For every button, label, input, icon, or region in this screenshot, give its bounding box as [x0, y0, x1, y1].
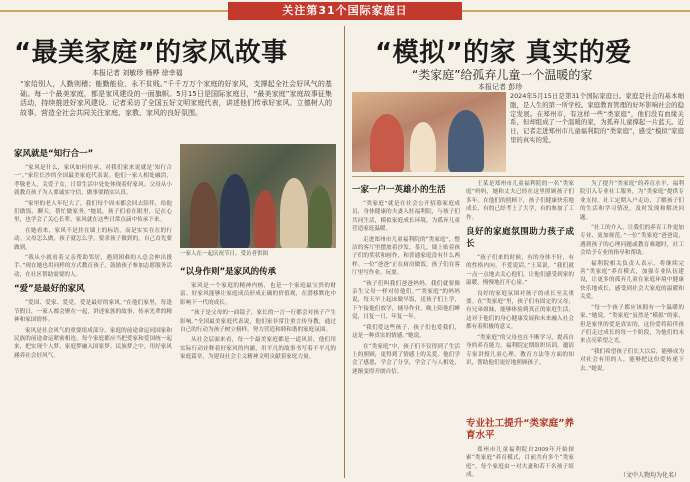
right-separator [352, 176, 684, 177]
photo-figure [280, 178, 308, 248]
paragraph: 福利院相关负责人表示，将继续完善“类家庭”养育模式，加强专业队伍建设，让更多的孤弃儿童在家庭环境中健康快乐地成长，感受到社会大家庭的温暖和关爱。 [580, 260, 684, 301]
right-credit: （文中人物均为化名） [620, 472, 681, 479]
right-column-2 [466, 180, 574, 410]
right-byline: 本报记者 彭珍 [478, 83, 523, 91]
right-article-title: “模拟”的家 真实的爱 [375, 38, 632, 68]
left-section-heading: “爱”是最好的家风 [14, 284, 85, 295]
paragraph: “每一个孩子都应该拥有一个温暖的家。”她说，“类家庭”虽然是“模拟”的家，但是家里的爱是真实的，这份爱将陪伴孩子们走过成长的每一个阶段，为他们的未来点亮希望之光。 [580, 304, 684, 345]
left-photo-caption: 一家人在一起庆祝节日。受访者供图 [180, 251, 269, 257]
paragraph: “孩子是父母的一面镜子，家长的一言一行都会对孩子产生影响。”全国最美家庭代表说，他们家非常注重言传身教，通过自己的行动为孩子树立榜样，努力营造和睦和谐的家庭氛围。 [180, 310, 336, 334]
column-divider [344, 26, 345, 478]
left-article-title: “最美家庭”的家风故事 [14, 38, 288, 68]
right-column-1 [352, 180, 460, 478]
paragraph: “类家庭”就是在社会公开招募家庭成员，身体健康的夫妻入驻福利院，与孩子们共同生活，模拟家庭成长环境，为孤弃儿童营造家庭温暖。 [352, 201, 460, 233]
paragraph: 王某是郑州市儿童福利院的一名“类家庭”妈妈，她和丈夫已经在这里照顾孩子们多年。在他们的照顾下，孩子们健康快乐地成长，有的已经考上了大学，有的参加了工作。 [466, 181, 574, 221]
paragraph: 在“类家庭”中，孩子们不仅得到了生活上的照顾，更得到了情感上的关爱。他们学会了感恩，学会了分享，学会了与人相处，逐渐变得开朗自信。 [352, 343, 460, 375]
photo-figure [410, 122, 436, 172]
paragraph: “我从小就看着父亲帮助邻居，遇到困难的人总会伸出援手。”现在她也用同样的方式教育孩子，鼓励孩子参加志愿服务活动，在社区帮助需要的人。 [14, 255, 172, 278]
page-banner [0, 0, 690, 22]
paragraph: “爱国、爱家、爱党，爱是最好的家风。”在他们家里，每逢节假日，一家人都会聚在一起，讲述家族的故事，传承先辈的精神和家国情怀。 [14, 300, 172, 324]
photo-figure [370, 114, 404, 172]
paragraph: 从社会层面来看，每一个最美家庭都是一道风景，他们用实际行动诠释着好家风的内涵，用平凡的故事书写着不平凡的家庭篇章，为建设社会主义精神文明贡献着家庭力量。 [180, 337, 336, 361]
paragraph: “我们爱这些孩子，孩子们也爱我们，这是一种真实的情感。”她说。 [352, 324, 460, 340]
banner-tag: 关注第31个国际家庭日 [228, 2, 462, 20]
right-section-heading: 专业社工提升“类家庭”养育水平 [466, 418, 574, 441]
left-lead: “家给别人，人勤则稽；能勤能俭，永不贫贱。”千千万万个家庭的好家风，支撑起全社会好风气的基础。每一个最美家庭，都是家风建设的一面旗帜。5月15日是国际家庭日，“最美家庭”家庭故事征集活动，持续推进好家风建设。记者采访了全国五好文明家庭代表，讲述他们传承好家风、立德树人的故事，营造全社会共同关注家庭、家教、家风的良好氛围。 [20, 80, 332, 117]
right-photo-left [352, 92, 506, 172]
right-subtitle: “类家庭”给孤弃儿童一个温暖的家 [412, 68, 593, 82]
photo-figure [448, 110, 484, 172]
photo-figure [190, 182, 218, 248]
photo-figure [220, 174, 250, 248]
paragraph: 走进郑州市儿童福利院的“类家庭”，整洁的客厅里摆放着沙发、茶几，墙上贴着孩子们的奖状和画作，和普通家庭没有什么两样。一位“爸爸”正在厨房做饭，孩子们在客厅里写作业、玩耍。 [352, 236, 460, 277]
photo-figure [254, 190, 276, 248]
right-lead: 2024年5月15日是第31个国际家庭日。家庭是社会的基本细胞，是人生的第一所学校。家庭教育管理的好坏影响社会的稳定发展。在郑州市，有这样一些“类家庭”，他们没有血缘关系，但却组成了一个温暖的家，为孤弃儿童撑起一片蓝天。近日，记者走进郑州市儿童福利院的“类家庭”，感受“模拟”家庭里的真实的爱。 [510, 92, 684, 144]
paragraph: “类家庭”的父母也在不断学习，提高自身的养育能力。福利院定期组织培训，邀请专家讲授儿童心理、教育方法等方面的知识，帮助他们更好地照顾孩子。 [466, 334, 574, 366]
photo-figure [308, 186, 332, 248]
paragraph: 家风是社会风气的重要组成部分。家庭的前途命运同国家和民族的前途命运紧密相连，每个家庭都应当把爱家和爱国统一起来，把实现个人梦、家庭梦融入国家梦、民族梦之中，用好家风涵养社会好风气。 [14, 327, 172, 359]
paragraph: “家里的老人年纪大了，我们每个周末都会回去陪伴，给他们做饭、聊天，帮忙做家务。”她说，孩子们看在眼里，记在心里，也学会了关心长辈。家风就在这些日常点滴中传承下来。 [14, 200, 172, 224]
paragraph: “家风是什么，家风如何传承，对我们家来说就是‘知行合一’。”家住长沙的全国最美家庭代表说。他们一家人相处融洽，孝敬老人，关爱子女，日常生活中处处体现着好家风。父母从小就教育孩子为人要诚实守信，做事要踏实认真。 [14, 165, 172, 197]
paragraph: 家风是一个家庭的精神内核，也是一个家庭最宝贵的财富。好家风能够让家庭成员形成正确的价值观，在潜移默化中影响下一代的成长。 [180, 283, 336, 306]
left-column-2 [180, 262, 336, 478]
paragraph: “孩子们叫我们爸爸妈妈，我们就要像亲生父母一样对待他们。”“类家庭”的妈妈说，每天早上起床做早饭，送孩子们上学，下午接他们放学，辅导作业，晚上陪他们睡觉，日复一日，年复一年。 [352, 280, 460, 321]
left-section-heading: “以身作则”是家风的传承 [180, 267, 277, 277]
right-section-heading: 良好的家庭氛围助力孩子成长 [466, 227, 574, 250]
left-byline: 本报记者 刘敏珍 杨桦 徐幸福 [92, 69, 183, 77]
paragraph: 郑州市儿童福利院自2009年开始探索“类家庭”养育模式，目前共有多个“类家庭”，每个家庭由一对夫妻和若干名孩子组成。 [466, 447, 574, 478]
paragraph: 良好的家庭氛围对孩子的成长至关重要。在“类家庭”里，孩子们有固定的父母，有兄弟姐妹，能够体验到真正的家庭生活，这对于他们的身心健康发展和未来融入社会都有着积极的意义。 [466, 290, 574, 331]
right-section-heading: 一家一户一英雄小的生活 [352, 185, 446, 195]
right-column-2-bottom [466, 414, 574, 478]
left-section-heading: 家风就是“知行合一” [14, 149, 94, 159]
paragraph: 为了提升“类家庭”的养育水平，福利院引入专业社工服务，为“类家庭”提供专业支持。社工定期入户走访，了解孩子们的生活和学习情况，及时发现和解决问题。 [580, 181, 684, 221]
paragraph: 在她看来，家风不是挂在墙上的标语，而是实实在在的行动。父母怎么做，孩子就怎么学。要求孩子做到的，自己首先要做到。 [14, 227, 172, 251]
right-column-3 [580, 180, 684, 468]
paragraph: “社工的介入，让我们的养育工作更加专业、更加规范。”一位“类家庭”爸爸说，遇到孩子的心理问题或教育难题时，社工会给予专业的指导和帮助。 [580, 225, 684, 257]
left-column-1 [14, 144, 172, 478]
left-family-photo [180, 144, 336, 248]
paragraph: “我们希望孩子们长大以后，能够成为对社会有用的人，能够把这份爱传递下去。”她说。 [580, 348, 684, 372]
paragraph: “孩子们来的时候，有的身体不好，有的性格内向，不爱说话。”王某说，“我们就一点一点地去关心他们，让他们感受到家的温暖，慢慢地打开心扉。” [466, 255, 574, 287]
